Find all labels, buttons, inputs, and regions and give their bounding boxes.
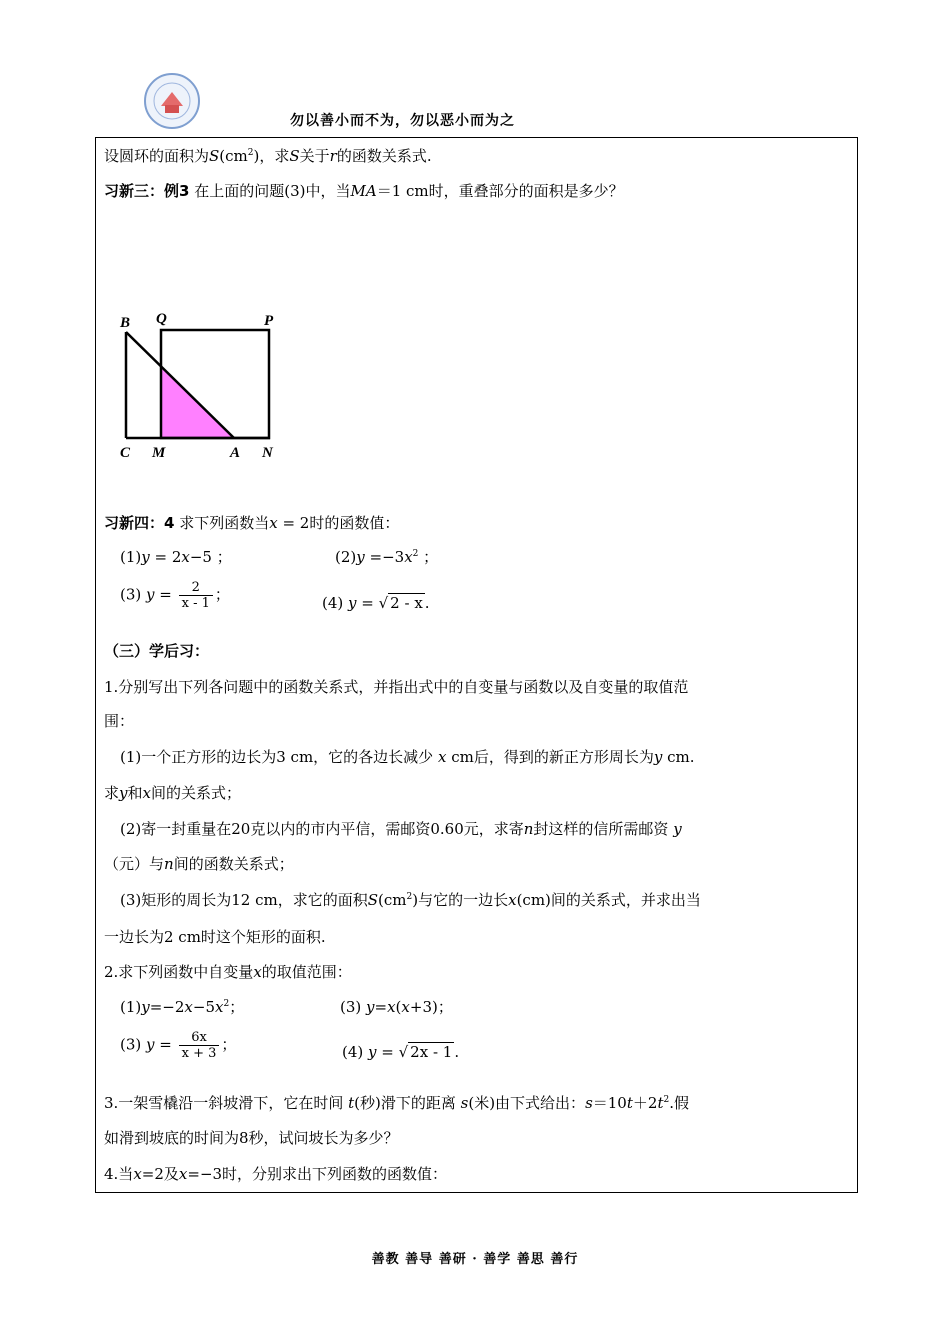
label-b: B bbox=[120, 315, 131, 331]
ex4-item-1: (1)y = 2x−5 ； bbox=[120, 548, 232, 566]
q1-sub-1-cont: 求y和x间的关系式； bbox=[104, 784, 241, 802]
q1-sub-3-cont: 一边长为2 cm时这个矩形的面积. bbox=[104, 928, 326, 946]
example-3: 习新三：例3 在上面的问题(3)中，当MA＝1 cm时，重叠部分的面积是多少？ bbox=[104, 182, 624, 200]
ex4-item-2: $(2)y =-3x^2$ ； bbox=[335, 548, 439, 566]
label-p: P bbox=[264, 313, 274, 329]
geometry-figure bbox=[110, 305, 290, 469]
q2-item-3: (3) y = $\frac{6x}{x + 3}$ ； bbox=[120, 1030, 237, 1061]
footer-slogan: 善教 善导 善研 · 善学 善思 善行 bbox=[371, 1252, 579, 1267]
q3-line-1: 3.一架雪橇沿一斜坡滑下，它在时间 t(秒)滑下的距离 s(米)由下式给出：$s=10t+2t^2$.假 bbox=[104, 1094, 689, 1112]
q4-line: 4.当x=2及x=−3时，分别求出下列函数的函数值： bbox=[104, 1165, 448, 1183]
label-m: M bbox=[152, 445, 166, 461]
ex4-item-4: (4) y = √ 2 - x . bbox=[322, 594, 430, 612]
q1-sub-1: (1)一个正方形的边长为3 cm，它的各边长减少 x cm后，得到的新正方形周长为y cm. bbox=[120, 748, 695, 766]
q1-sub-2-cont: （元）与n间的函数关系式； bbox=[104, 855, 294, 873]
area-question: 设圆环的面积为$S(cm^2)$，求S关于r的函数关系式. bbox=[104, 147, 432, 165]
section-title: （三）学后习： bbox=[104, 642, 210, 660]
q2-item-4: (4) y = √ 2x - 1 . bbox=[342, 1043, 460, 1061]
q2-item-2: (3) y=x(x+3)； bbox=[340, 998, 453, 1016]
header-motto: 勿以善小而不为，勿以恶小而为之 bbox=[290, 113, 515, 129]
q3-line-2: 如滑到坡底的时间为8秒，试问坡长为多少？ bbox=[104, 1129, 399, 1147]
q1-line-1: 1.分别写出下列各问题中的函数关系式，并指出式中的自变量与函数以及自变量的取值范 bbox=[104, 678, 689, 696]
label-q: Q bbox=[156, 311, 167, 327]
q2-title: 2.求下列函数中自变量x的取值范围： bbox=[104, 963, 352, 981]
q1-sub-3: (3)矩形的周长为12 cm，求它的面积$S(cm^2)$与它的一边长x(cm)间的关系式，并求出当 bbox=[120, 891, 701, 909]
label-c: C bbox=[120, 445, 131, 461]
q2-item-1: $(1)y=-2x-5x^2$； bbox=[120, 998, 245, 1016]
example-4: 习新四：4 求下列函数当x = 2时的函数值： bbox=[104, 514, 400, 532]
school-logo bbox=[143, 72, 201, 130]
q1-sub-2: (2)寄一封重量在20克以内的市内平信，需邮资0.60元，求寄n封这样的信所需邮资 y bbox=[120, 820, 682, 838]
label-a: A bbox=[230, 445, 241, 461]
label-n: N bbox=[262, 445, 273, 461]
q1-line-2: 围： bbox=[104, 712, 135, 730]
ex4-item-3: (3) y = $\frac{2}{x - 1}$ ； bbox=[120, 580, 230, 611]
